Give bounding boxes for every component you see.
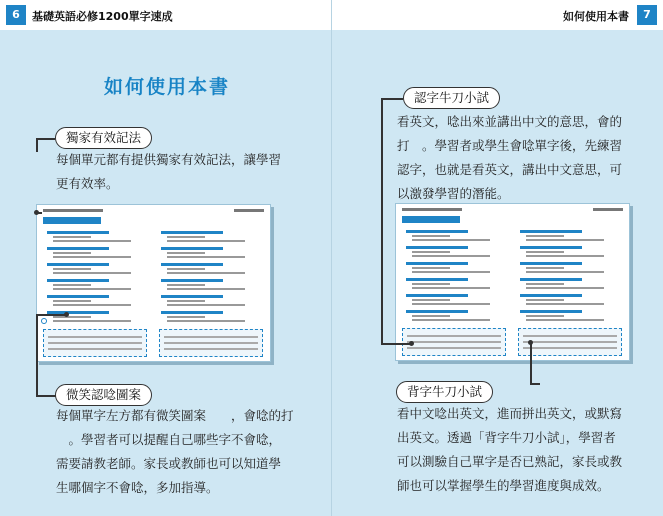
- word-knife-text: 看英文，唸出來並講出中文的意思，會的 打 。學習者或學生會唸單字後，先練習 認字，也就是看英文，講出中文意思，可 以激發學習的潛能。: [397, 114, 623, 201]
- connector-line: [36, 395, 56, 397]
- connector-line: [381, 98, 383, 344]
- right-section-title: 如何使用本書: [563, 10, 629, 23]
- connector-line: [381, 343, 411, 345]
- connector-line: [530, 383, 540, 385]
- page-gutter: [331, 0, 332, 516]
- connector-line: [381, 98, 403, 100]
- connector-dot: [64, 312, 69, 317]
- connector-dot: [528, 340, 533, 345]
- exclusive-method-text: 每個單元都有提供獨家有效記法，讓學習 更有效率。: [56, 152, 282, 191]
- connector-line: [36, 212, 42, 214]
- left-page-header: [0, 0, 331, 30]
- exclusive-method-callout: 獨家有效記法: [55, 127, 152, 149]
- connector-line: [36, 138, 38, 152]
- connector-line: [36, 314, 38, 396]
- sample-page-preview-right: [395, 203, 630, 361]
- main-title: 如何使用本書: [104, 76, 231, 98]
- sample-page-preview-left: [36, 204, 271, 362]
- left-page-number: 6: [6, 5, 26, 25]
- right-page-header: [332, 0, 663, 30]
- left-book-title: 基礎英語必修1200單字速成: [32, 10, 173, 23]
- smile-icon-callout: 微笑認唸圖案: [55, 384, 152, 406]
- connector-line: [36, 138, 55, 140]
- spell-knife-text: 看中文唸出英文，進而拼出英文，或默寫 出英文。透過「背字牛刀小試」，學習者 可以測驗自己單字是否已熟記，家長或教 師也可以掌握學生的學習進度與成效。: [397, 406, 623, 493]
- connector-line: [36, 314, 66, 316]
- connector-dot: [409, 341, 414, 346]
- connector-line: [530, 343, 532, 383]
- spell-knife-callout: 背字牛刀小試: [396, 381, 493, 403]
- smile-icon-text: 每個單字左方都有微笑圖案 ，會唸的打 。學習者可以提醒自己哪些字不會唸， 需要請教老師。家長或教師也可以知道學 生哪個字不會唸，多加指導。: [56, 408, 294, 495]
- right-page-number: 7: [637, 5, 657, 25]
- word-knife-callout: 認字牛刀小試: [403, 87, 500, 109]
- smile-icon: [41, 318, 47, 324]
